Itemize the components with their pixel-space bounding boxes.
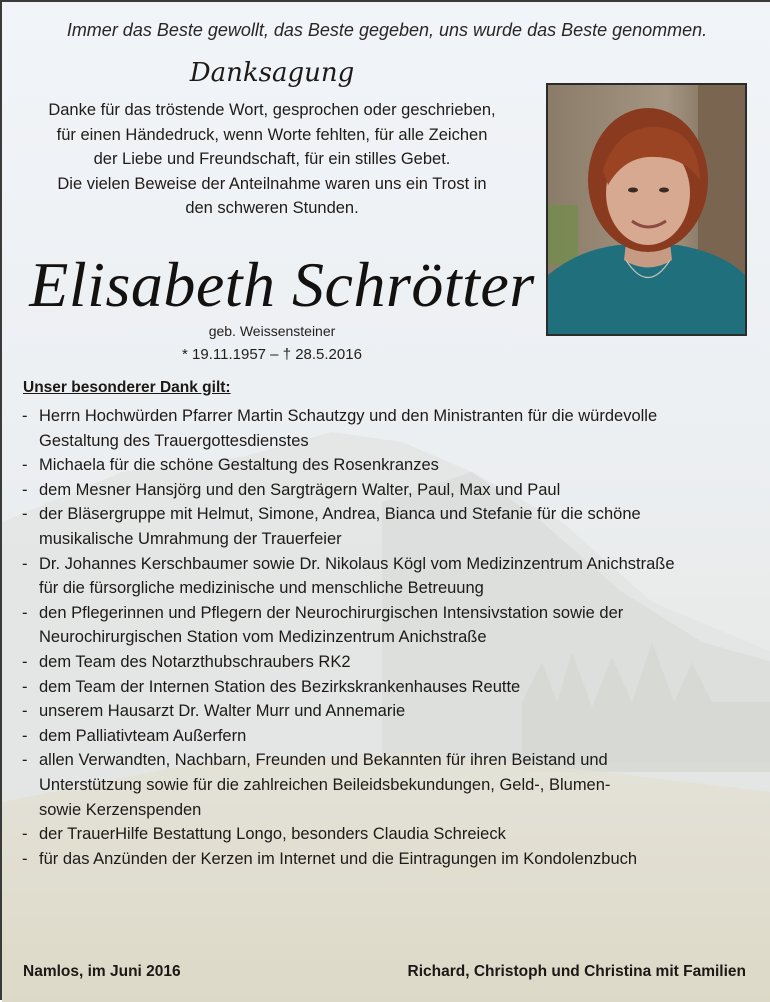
list-item-line: Herrn Hochwürden Pfarrer Martin Schautzgy und den Ministranten für die würdevolle <box>39 407 658 425</box>
deceased-name: Elisabeth Schrötter <box>29 249 535 320</box>
thanks-line: der Liebe und Freundschaft, für ein stilles Gebet. <box>93 150 451 168</box>
family-signature: Richard, Christoph und Christina mit Familien <box>407 963 746 980</box>
dash-bullet: - <box>22 480 28 499</box>
dash-bullet: - <box>22 603 28 622</box>
dash-bullet: - <box>22 456 28 475</box>
list-item-line: dem Team der Internen Station des Bezirkskrankenhauses Reutte <box>39 677 521 696</box>
list-item <box>20 699 755 724</box>
dash-bullet: - <box>22 726 28 745</box>
list-item <box>20 650 755 675</box>
page-title: Danksagung <box>189 58 355 88</box>
list-item <box>20 675 755 700</box>
list-item <box>20 478 755 503</box>
list-item-line: Neurochirurgischen Station vom Medizinzentrum Anichstraße <box>39 628 487 647</box>
portrait-photo <box>546 83 747 336</box>
list-item-line: Unterstützung sowie für die zahlreichen Beileidsbekundungen, Geld-, Blumen- <box>39 775 611 794</box>
thanks-line: für einen Händedruck, wenn Worte fehlten, für alle Zeichen <box>56 125 488 144</box>
list-item-line: sowie Kerzenspenden <box>39 800 202 819</box>
list-item-line: für die fürsorgliche medizinische und menschliche Betreuung <box>39 579 484 598</box>
memorial-quote: Immer das Beste gewollt, das Beste gegeben, uns wurde das Beste genommen. <box>66 20 708 40</box>
dash-bullet: - <box>22 849 28 868</box>
dash-bullet: - <box>22 407 28 425</box>
thanks-line: den schweren Stunden. <box>185 199 359 217</box>
acknowledgement-list <box>20 404 755 871</box>
list-item-line: für das Anzünden der Kerzen im Internet und die Eintragungen im Kondolenzbuch <box>39 849 638 868</box>
list-item-line: allen Verwandten, Nachbarn, Freunden und Bekannten für ihren Beistand und <box>39 751 608 770</box>
dash-bullet: - <box>22 554 28 573</box>
dash-bullet: - <box>22 505 28 524</box>
list-item-line: Michaela für die schöne Gestaltung des Rosenkranzes <box>39 456 439 475</box>
list-item-line: dem Mesner Hansjörg und den Sargträgern Walter, Paul, Max und Paul <box>39 480 561 499</box>
dash-bullet: - <box>22 702 28 721</box>
portrait-image <box>548 85 745 334</box>
list-item-line: dem Team des Notarzthubschraubers RK2 <box>39 652 351 671</box>
list-item <box>20 822 755 847</box>
thanks-paragraph <box>22 98 522 221</box>
list-item-line: dem Palliativteam Außerfern <box>39 726 247 745</box>
list-item <box>20 601 755 650</box>
life-dates: * 19.11.1957 – † 28.5.2016 <box>182 346 362 363</box>
dash-bullet: - <box>22 677 28 696</box>
dash-bullet: - <box>22 652 28 671</box>
dash-bullet: - <box>22 751 28 770</box>
list-item-line: den Pflegerinnen und Pflegern der Neurochirurgischen Intensivstation sowie der <box>39 603 624 622</box>
list-item-line: unserem Hausarzt Dr. Walter Murr und Annemarie <box>39 702 406 721</box>
place-date: Namlos, im Juni 2016 <box>23 963 181 980</box>
list-item <box>20 453 755 478</box>
thanks-line: Die vielen Beweise der Anteilnahme waren uns ein Trost in <box>57 174 487 193</box>
list-item-line: der TrauerHilfe Bestattung Longo, besonders Claudia Schreieck <box>39 825 506 844</box>
list-item <box>20 552 755 601</box>
list-item <box>20 724 755 749</box>
list-item-line: der Bläsergruppe mit Helmut, Simone, Andrea, Bianca und Stefanie für die schöne <box>39 505 641 524</box>
thanks-line: Danke für das tröstende Wort, gesprochen oder geschrieben, <box>48 101 496 119</box>
section-heading: Unser besonderer Dank gilt: <box>23 379 231 396</box>
list-item-line: musikalische Umrahmung der Trauerfeier <box>39 529 342 548</box>
list-item <box>20 404 755 453</box>
list-item-line: Dr. Johannes Kerschbaumer sowie Dr. Nikolaus Kögl vom Medizinzentrum Anichstraße <box>39 554 675 573</box>
list-item-line: Gestaltung des Trauergottesdienstes <box>39 431 309 450</box>
dash-bullet: - <box>22 825 28 844</box>
list-item <box>20 847 755 872</box>
birth-name: geb. Weissensteiner <box>208 323 336 339</box>
list-item <box>20 748 755 822</box>
list-item <box>20 502 755 551</box>
